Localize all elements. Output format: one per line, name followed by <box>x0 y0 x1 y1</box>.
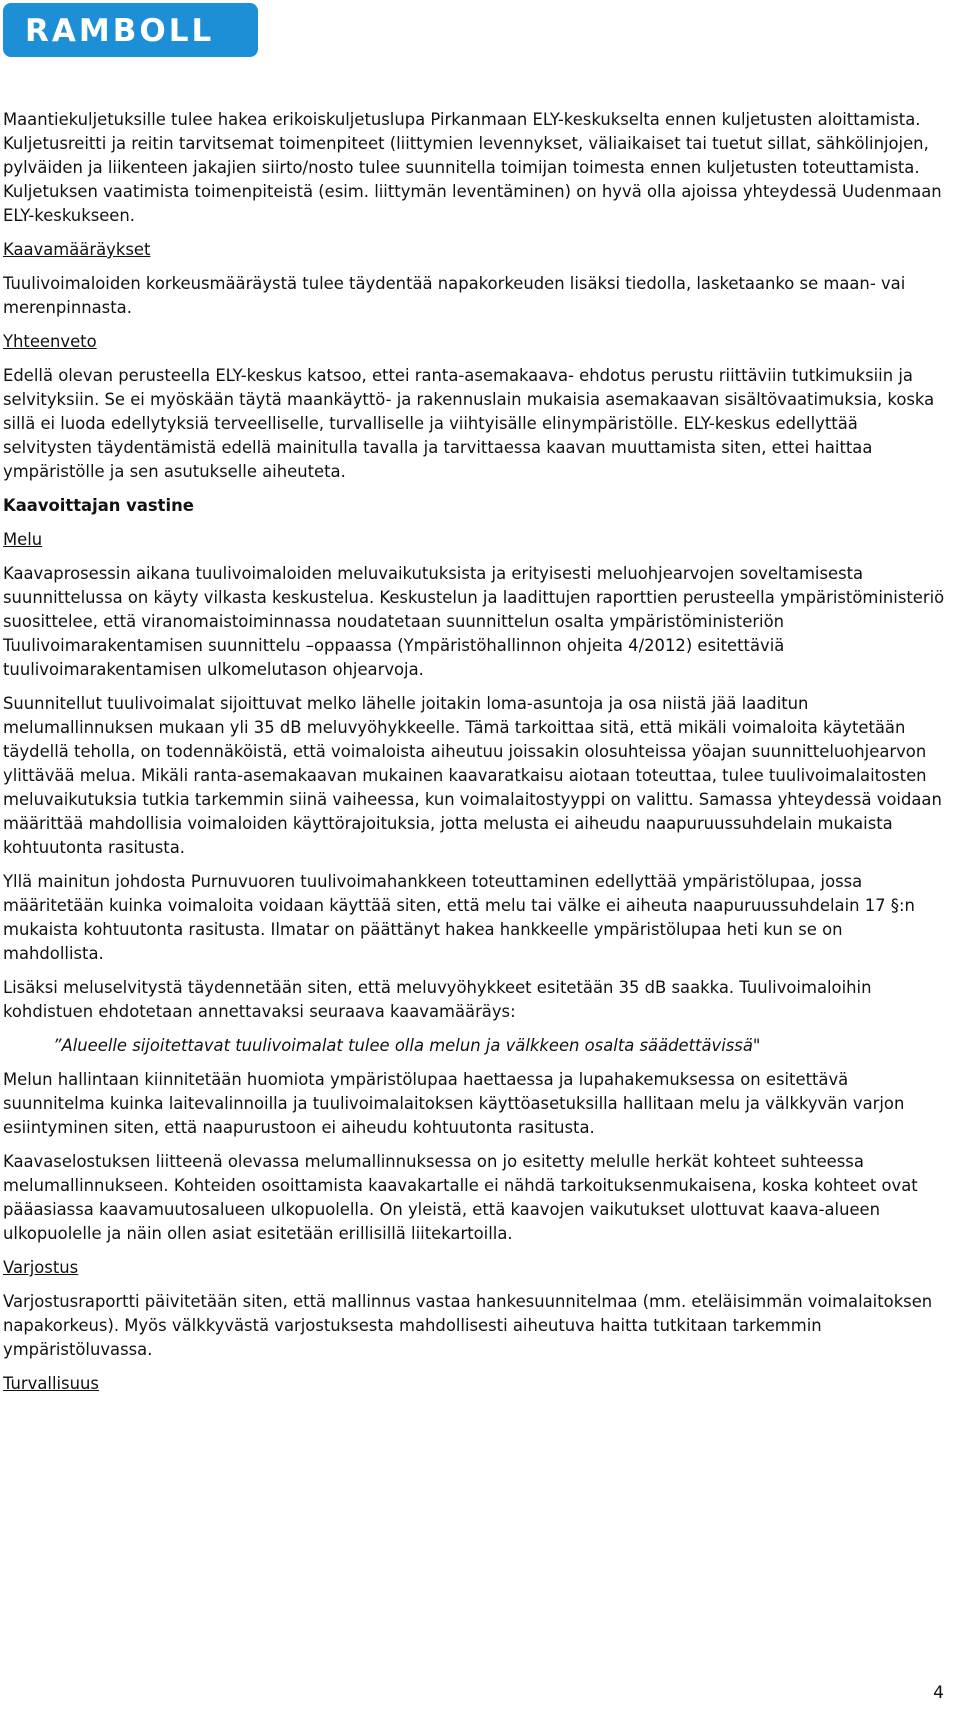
paragraph: Melun hallintaan kiinnitetään huomiota ympäristölupaa haettaessa ja lupahakemuksessa on esitettävä suunnitelma kuinka laitevalinnoilla ja tuulivoimalaitoksen käyttöasetuksilla hallitaan melu ja välkkyvän varjon esiintyminen siten, että naapurustoon ei aiheudu kohtuutonta rasitusta. <box>3 1070 905 1137</box>
section-heading: Kaavamääräykset <box>3 240 151 259</box>
paragraph: Kaavaselostuksen liitteenä olevassa melumallinnuksessa on jo esitetty melulle herkät kohteet suhteessa melumallinnukseen. Kohteiden osoittamista kaavakartalle ei nähdä tarkoituksenmukaisena, koska kohteet ovat pääasiassa kaavamuutosalueen ulkopuolella. On yleistä, että kaavojen vaikutukset ulottuvat kaava-alueen ulkopuolelle ja näin ollen asiat esitetään erillisillä liitekartoilla. <box>3 1152 918 1243</box>
logo-wordmark: RAMBOLL <box>25 13 215 49</box>
section-heading: Turvallisuus <box>3 1374 99 1393</box>
ramboll-logo-mark <box>3 3 258 57</box>
paragraph: Suunnitellut tuulivoimalat sijoittuvat melko lähelle joitakin loma-asuntoja ja osa niistä jää laaditun melumallinnuksen mukaan yli 35 dB meluvyöhykkeelle. Tämä tarkoittaa sitä, että mikäli voimaloita käytetään täydellä teholla, on todennäköistä, että voimaloista aiheutuu joissakin olosuhteissa yöajan suunnitteluohjearvon ylittävää melua. Mikäli ranta-asemakaavan mukainen kaavaratkaisu aiotaan toteuttaa, tulee tuulivoimalaitosten meluvaikutuksia tutkia tarkemmin siinä vaiheessa, kun voimalaitostyyppi on valittu. Samassa yhteydessä voidaan määrittää mahdollisia voimaloiden käyttörajoituksia, jotta melusta ei aiheudu naapuruussuhdelain mukaista kohtuutonta rasitusta. <box>3 694 942 857</box>
ramboll-logo <box>3 3 258 57</box>
paragraph: Tuulivoimaloiden korkeusmääräystä tulee täydentää napakorkeuden lisäksi tiedolla, lasketaanko se maan- vai merenpinnasta. <box>3 274 906 317</box>
paragraph: Yllä mainitun johdosta Purnuvuoren tuulivoimahankkeen toteuttaminen edellyttää ympäristölupaa, jossa määritetään kuinka voimaloita voidaan käyttää siten, että melu tai välke ei aiheuta naapuruussuhdelain 17 §:n mukaista kohtuutonta rasitusta. Ilmatar on päättänyt hakea hankkeelle ympäristölupaa heti kun se on mahdollista. <box>3 872 915 963</box>
section-heading: Melu <box>3 530 43 549</box>
document-body <box>3 108 948 1406</box>
paragraph: Kaavaprosessin aikana tuulivoimaloiden meluvaikutuksista ja erityisesti meluohjearvojen soveltamisesta suunnittelussa on käyty vilkasta keskustelua. Keskustelun ja laadittujen raporttien perusteella ympäristöministeriö suosittelee, että viranomaistoiminnassa noudatetaan suunnittelun osalta ympäristöministeriön Tuulivoimarakentamisen suunnittelu –oppaassa (Ympäristöhallinnon ohjeita 4/2012) esitettäviä tuulivoimarakentamisen ulkomelutason ohjearvoja. <box>3 564 945 679</box>
page-number: 4 <box>933 1683 944 1703</box>
quoted-regulation: ”Alueelle sijoitettavat tuulivoimalat tulee olla melun ja välkkeen osalta säädettävissä" <box>53 1036 761 1055</box>
paragraph: Varjostusraportti päivitetään siten, että mallinnus vastaa hankesuunnitelmaa (mm. eteläisimmän voimalaitoksen napakorkeus). Myös välkkyvästä varjostuksesta mahdollisesti aiheutuva haitta tutkitaan tarkemmin ympäristöluvassa. <box>3 1292 933 1359</box>
paragraph: Edellä olevan perusteella ELY-keskus katsoo, ettei ranta-asemakaava- ehdotus perustu riittäviin tutkimuksiin ja selvityksiin. Se ei myöskään täytä maankäyttö- ja rakennuslain mukaisia asemakaavan sisältövaatimuksia, koska sillä ei luoda edellytyksiä terveelliselle, turvalliselle ja viihtyisälle elinympäristölle. ELY-keskus edellyttää selvitysten täydentämistä edellä mainitulla tavalla ja tarvittaessa kaavan muuttamista siten, ettei haittaa ympäristölle ja sen asutukselle aiheuteta. <box>3 366 935 481</box>
paragraph: Maantiekuljetuksille tulee hakea erikoiskuljetuslupa Pirkanmaan ELY-keskukselta ennen kuljetusten aloittamista. Kuljetusreitti ja reitin tarvitsemat toimenpiteet (liittymien levennykset, väliaikaiset tai tuetut sillat, sähkölinjojen, pylväiden ja liikenteen jakajien siirto/nosto tulee suunnitella toimijan toimesta ennen kuljetusten toteuttamista. Kuljetuksen vaatimista toimenpiteistä (esim. liittymän leventäminen) on hyvä olla ajoissa yhteydessä Uudenmaan ELY-keskukseen. <box>3 110 942 225</box>
paragraph: Lisäksi meluselvitystä täydennetään siten, että meluvyöhykkeet esitetään 35 dB saakka. Tuulivoimaloihin kohdistuen ehdotetaan annettavaksi seuraava kaavamääräys: <box>3 978 872 1021</box>
section-title: Kaavoittajan vastine <box>3 496 194 515</box>
section-heading: Yhteenveto <box>3 332 97 351</box>
section-heading: Varjostus <box>3 1258 79 1277</box>
